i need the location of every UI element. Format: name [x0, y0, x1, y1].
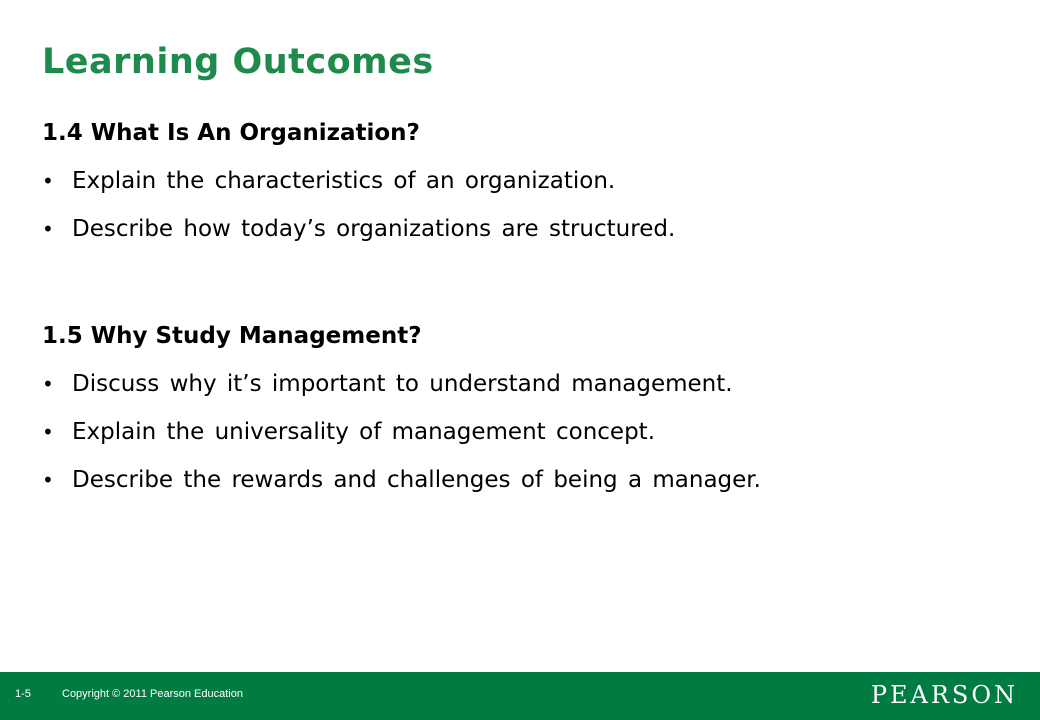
bullet-icon: • — [42, 420, 54, 444]
footer-bar — [0, 672, 1040, 720]
bullet-text: Describe the rewards and challenges of being a manager. — [72, 467, 761, 493]
bullet-text: Explain the characteristics of an organization. — [72, 168, 616, 194]
list-item — [42, 369, 761, 417]
list-item — [42, 166, 675, 214]
section-heading: 1.5 Why Study Management? — [42, 323, 422, 349]
slide-number: 1-5 — [15, 688, 31, 700]
list-item — [42, 214, 675, 262]
bullet-text: Describe how today’s organizations are structured. — [72, 216, 676, 242]
list-item — [42, 417, 761, 465]
copyright-text: Copyright © 2011 Pearson Education — [62, 688, 243, 700]
bullet-icon: • — [42, 169, 54, 193]
pearson-logo: PEARSON — [870, 681, 1018, 709]
bullet-icon: • — [42, 217, 54, 241]
section-heading: 1.4 What Is An Organization? — [42, 120, 420, 146]
section-organization — [42, 118, 675, 262]
slide-title: Learning Outcomes — [42, 42, 434, 82]
section-management — [42, 321, 761, 513]
bullet-icon: • — [42, 372, 54, 396]
list-item — [42, 465, 761, 513]
bullet-text: Discuss why it’s important to understand management. — [72, 371, 733, 397]
bullet-icon: • — [42, 468, 54, 492]
bullet-text: Explain the universality of management concept. — [72, 419, 656, 445]
